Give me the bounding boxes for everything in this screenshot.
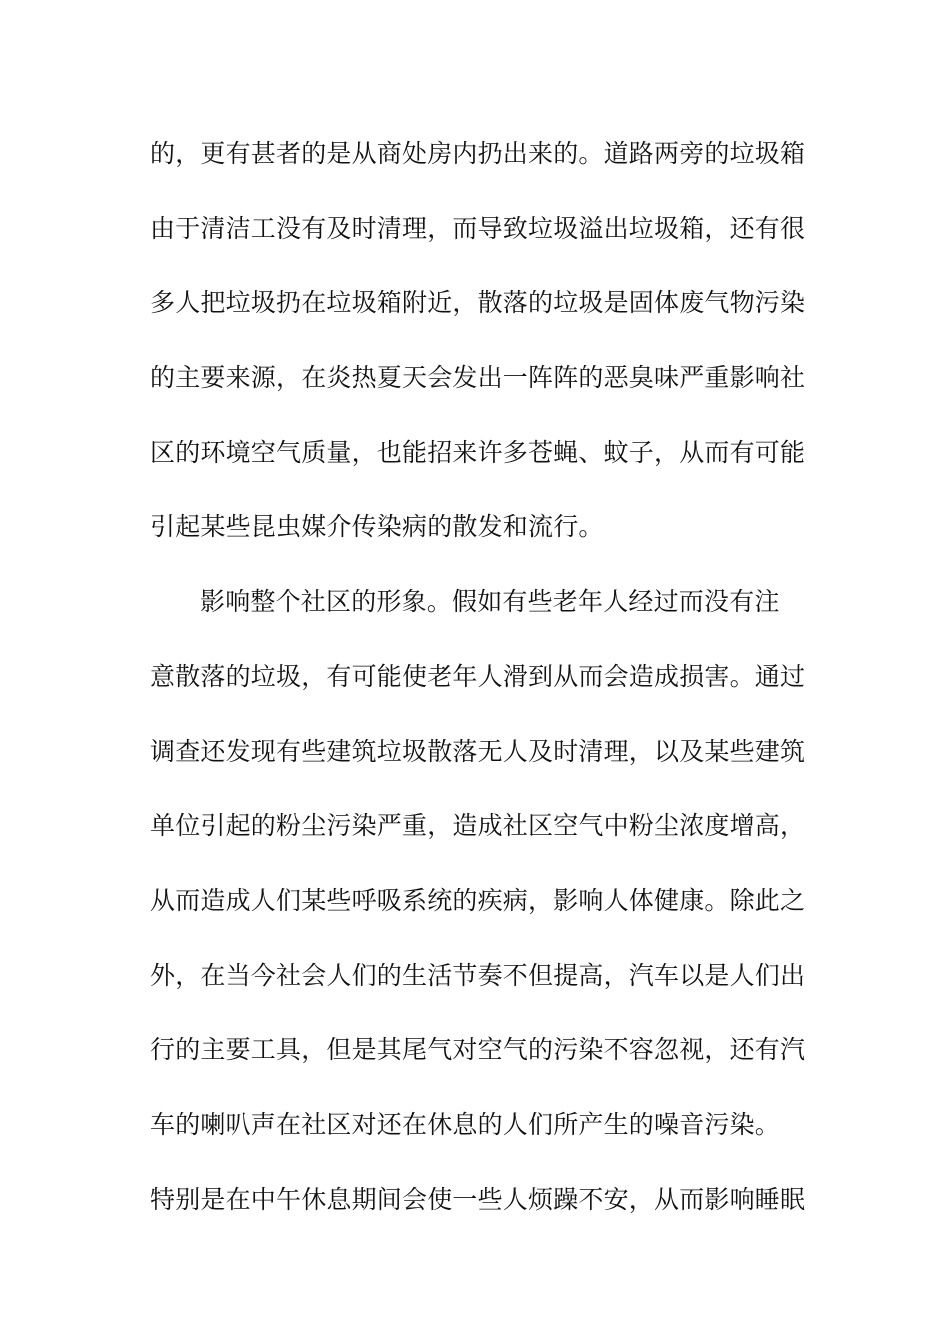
text-line: 意散落的垃圾，有可能使老年人滑到从而会造成损害。通过 bbox=[150, 661, 806, 691]
text-line: 多人把垃圾扔在垃圾箱附近，散落的垃圾是固体废气物污染 bbox=[150, 288, 806, 318]
text-line: 的，更有甚者的是从商处房内扔出来的。道路两旁的垃圾箱 bbox=[150, 139, 806, 168]
paragraph-1 bbox=[150, 128, 810, 576]
paragraph-2 bbox=[150, 576, 810, 1248]
text-line: 引起某些昆虫媒介传染病的散发和流行。 bbox=[150, 512, 604, 542]
document-body bbox=[150, 128, 810, 1248]
text-line: 从而造成人们某些呼吸系统的疾病，影响人体健康。除此之 bbox=[150, 885, 806, 915]
text-line: 由于清洁工没有及时清理，而导致垃圾溢出垃圾箱，还有很 bbox=[150, 213, 806, 243]
text-line: 区的环境空气质量，也能招来许多苍蝇、蚊子，从而有可能 bbox=[150, 437, 806, 467]
text-line: 影响整个社区的形象。假如有些老年人经过而没有注 bbox=[200, 587, 780, 617]
text-line: 车的喇叭声在社区对还在休息的人们所产生的噪音污染。 bbox=[150, 1109, 781, 1139]
text-line: 外，在当今社会人们的生活节奏不但提高，汽车以是人们出 bbox=[150, 960, 806, 990]
text-line: 单位引起的粉尘污染严重，造成社区空气中粉尘浓度增高， bbox=[150, 811, 806, 841]
text-line: 的主要来源，在炎热夏天会发出一阵阵的恶臭味严重影响社 bbox=[150, 363, 806, 393]
text-line: 特别是在中午休息期间会使一些人烦躁不安，从而影响睡眠 bbox=[150, 1184, 806, 1214]
text-line: 行的主要工具，但是其尾气对空气的污染不容忽视，还有汽 bbox=[150, 1035, 806, 1065]
text-line: 调查还发现有些建筑垃圾散落无人及时清理，以及某些建筑 bbox=[150, 736, 806, 766]
